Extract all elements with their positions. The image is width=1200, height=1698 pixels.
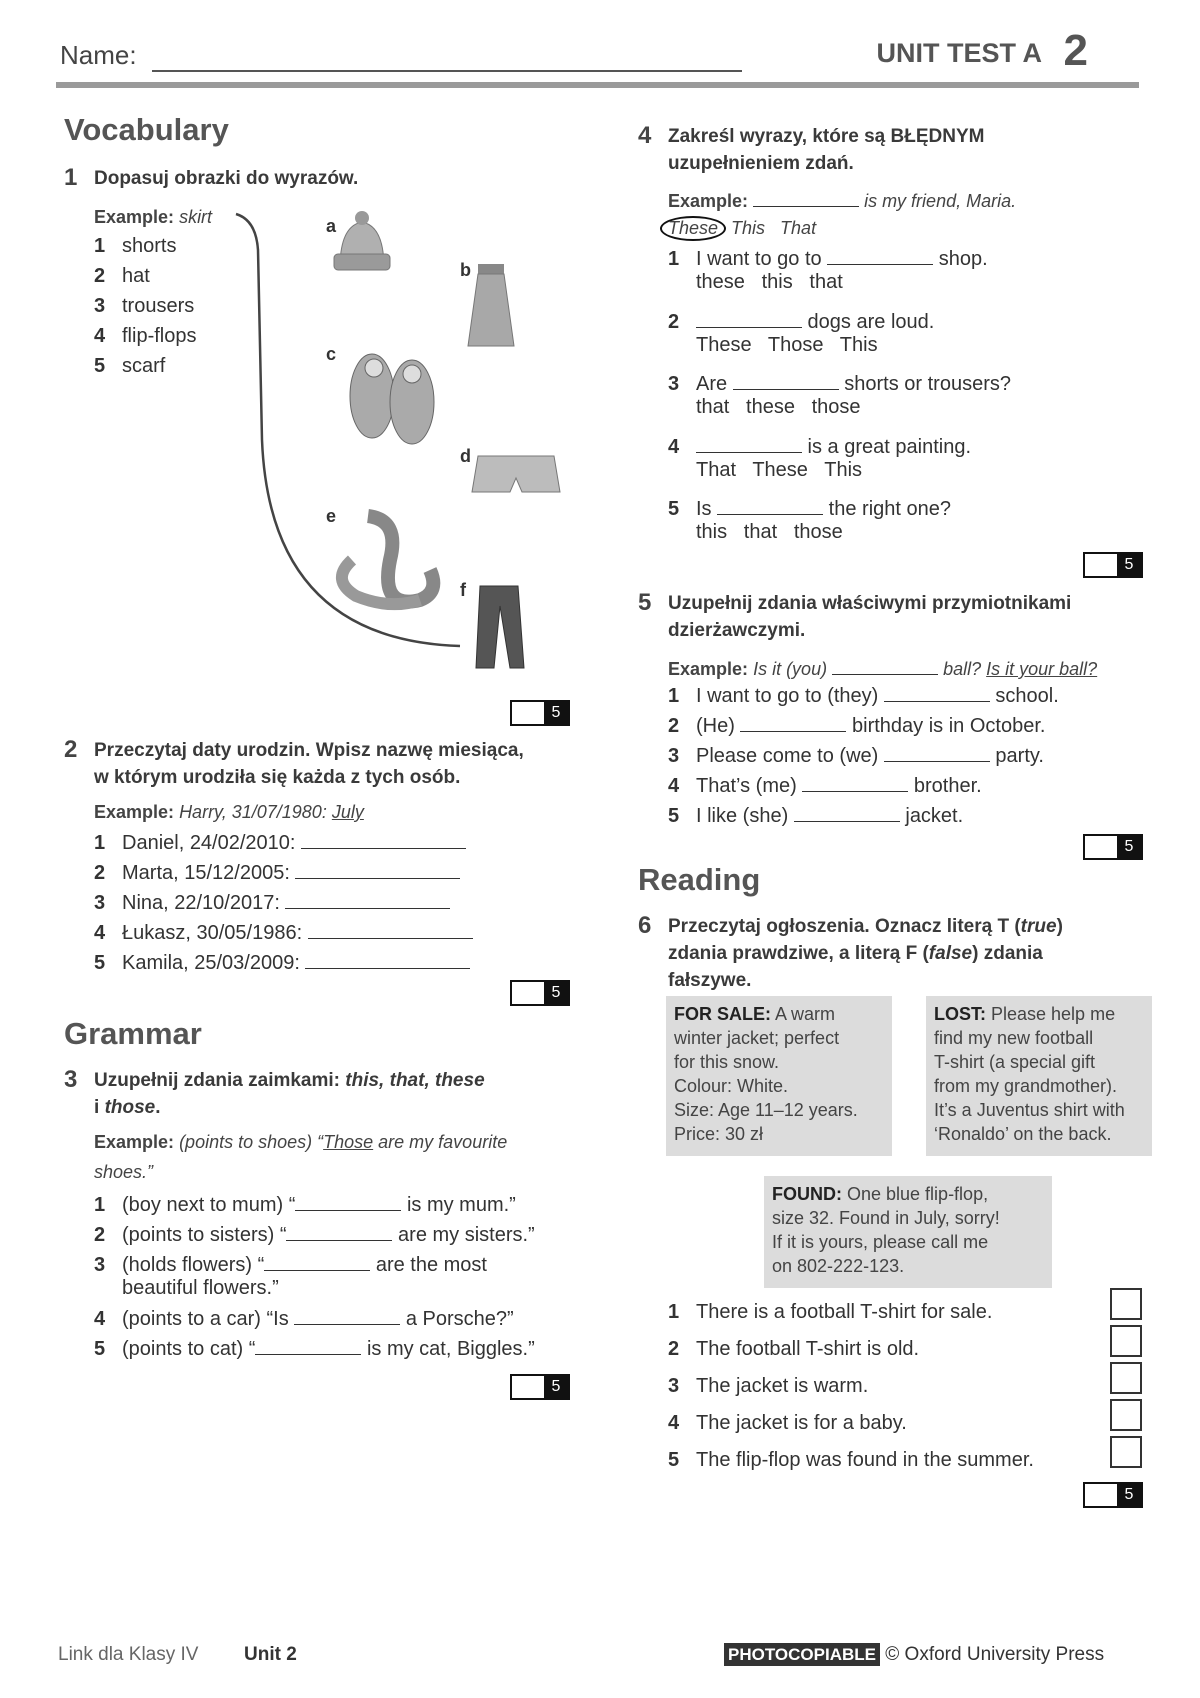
list-item: 4 (points to a car) “Is a Porsche?”: [94, 1308, 514, 1330]
list-item: 5 Kamila, 25/03/2009:: [94, 950, 473, 980]
ex1-score-box[interactable]: 5: [510, 700, 570, 726]
ex6-score-box[interactable]: 5: [1083, 1482, 1143, 1508]
list-item: 1 There is a football T-shirt for sale.: [668, 1301, 993, 1323]
grammar-heading: Grammar: [64, 1016, 202, 1051]
list-item: 2 The football T-shirt is old.: [668, 1338, 920, 1360]
list-item: 1 I want to go to shop.: [668, 248, 988, 270]
trousers-picture: [476, 586, 524, 668]
picture-label-a: a: [326, 216, 337, 236]
scarf-picture: [342, 516, 433, 604]
ex2-number: 2: [64, 736, 78, 763]
reading-heading: Reading: [638, 862, 761, 897]
ex6-number: 6: [638, 912, 652, 939]
option-row[interactable]: these this that: [696, 271, 843, 293]
option-row[interactable]: that these those: [696, 396, 861, 418]
answer-blank[interactable]: [295, 860, 460, 879]
list-item: 1 (boy next to mum) “ is my mum.”: [94, 1194, 516, 1216]
picture-label-c: c: [326, 344, 337, 364]
found-ad: FOUND: One blue flip-flop, size 32. Found in July, sorry! If it is yours, please call me on 802-222-123.: [764, 1176, 1052, 1288]
list-item: 3 Are shorts or trousers?: [668, 373, 1011, 395]
list-item: 3 The jacket is warm.: [668, 1375, 869, 1397]
answer-blank[interactable]: [717, 496, 823, 515]
list-item: 5 (points to cat) “ is my cat, Biggles.”: [94, 1338, 535, 1360]
list-item-cont: beautiful flowers.”: [122, 1277, 279, 1299]
true-false-box[interactable]: [1110, 1399, 1142, 1431]
ex4-example: Example: is my friend, Maria.: [668, 188, 1016, 212]
answer-blank[interactable]: [794, 803, 900, 822]
list-item: 2 (He) birthday is in October.: [668, 715, 1046, 737]
option-row[interactable]: These Those This: [696, 334, 878, 356]
answer-blank[interactable]: [301, 830, 466, 849]
list-item: 5 scarf: [94, 355, 166, 377]
list-item: 2 dogs are loud.: [668, 311, 935, 333]
answer-blank[interactable]: [305, 950, 470, 969]
ex4-score-box[interactable]: 5: [1083, 552, 1143, 578]
ex2-score-box[interactable]: 5: [510, 980, 570, 1006]
footer-copyright: PHOTOCOPIABLE © Oxford University Press: [724, 1644, 1104, 1666]
picture-label-d: d: [460, 446, 471, 466]
list-item: 1 I want to go to (they) school.: [668, 685, 1059, 707]
list-item: 4 is a great painting.: [668, 436, 971, 458]
ex1-number: 1: [64, 164, 78, 191]
answer-blank[interactable]: [255, 1336, 361, 1355]
answer-blank[interactable]: [884, 683, 990, 702]
ex3-example: Example: (points to shoes) “Those are my favourite: [94, 1132, 508, 1152]
shorts-picture: [472, 456, 560, 492]
ex3-list: [94, 1192, 535, 1366]
ex1-instruction: Dopasuj obrazki do wyrazów.: [94, 168, 359, 189]
answer-blank[interactable]: [740, 713, 846, 732]
flip-flops-picture: [350, 354, 434, 444]
list-item: 5 I like (she) jacket.: [668, 805, 964, 827]
hat-picture: [334, 211, 390, 270]
answer-blank[interactable]: [264, 1252, 370, 1271]
ex4-instruction: Zakreśl wyrazy, które są BŁĘDNYM uzupełnieniem zdań.: [668, 126, 985, 174]
ex2-list: [94, 830, 473, 980]
ex6-instruction: Przeczytaj ogłoszenia. Oznacz literą T (true) zdania prawdziwe, a literą F (false) zdania fałszywe.: [668, 916, 1063, 991]
ex5-example: Example: Is it (you) ball? Is it your ball?: [668, 656, 1097, 680]
answer-blank[interactable]: [802, 773, 908, 792]
answer-blank[interactable]: [285, 890, 450, 909]
ex2-example: Example: Harry, 31/07/1980: July: [94, 802, 364, 822]
circled-option: These: [660, 216, 726, 241]
photocopiable-badge: PHOTOCOPIABLE: [724, 1643, 880, 1666]
footer-book: Link dla Klasy IV: [58, 1644, 199, 1665]
true-false-box[interactable]: [1110, 1325, 1142, 1357]
ex5-instruction: Uzupełnij zdania właściwymi przymiotnikami dzierżawczymi.: [668, 593, 1072, 641]
option-row[interactable]: That These This: [696, 459, 863, 481]
answer-blank[interactable]: [733, 371, 839, 390]
answer-blank[interactable]: [696, 309, 802, 328]
ex6-list: [668, 1300, 1034, 1485]
ex1-example: Example: skirt: [94, 207, 213, 227]
answer-blank[interactable]: [696, 434, 802, 453]
true-false-box[interactable]: [1110, 1436, 1142, 1468]
picture-label-b: b: [460, 260, 471, 280]
list-item: 2 (points to sisters) “ are my sisters.”: [94, 1224, 535, 1246]
lost-ad: LOST: Please help me find my new football T-shirt (a special gift from my grandmother). It’s a Juventus shirt with ‘Ronaldo’ on the back.: [926, 996, 1152, 1156]
ex2-instruction: Przeczytaj daty urodzin. Wpisz nazwę miesiąca, w którym urodziła się każda z tych osób.: [94, 740, 524, 788]
answer-blank[interactable]: [286, 1222, 392, 1241]
ex3-instruction: Uzupełnij zdania zaimkami: this, that, these i those.: [94, 1070, 485, 1118]
list-item: 4 flip-flops: [94, 325, 197, 347]
unit-number: 2: [1063, 26, 1088, 75]
list-item: 4 That’s (me) brother.: [668, 775, 982, 797]
answer-blank[interactable]: [295, 1192, 401, 1211]
list-item: 5 The flip-flop was found in the summer.: [668, 1449, 1034, 1471]
true-false-box[interactable]: [1110, 1288, 1142, 1320]
ex4-list: [668, 246, 1011, 551]
answer-blank[interactable]: [294, 1306, 400, 1325]
example-blank: [832, 656, 938, 675]
picture-label-e: e: [326, 506, 337, 526]
list-item: 3 Nina, 22/10/2017:: [94, 890, 473, 920]
list-item: 3 (holds flowers) “ are the most: [94, 1254, 487, 1276]
ex4-number: 4: [638, 122, 652, 149]
ex3-example-cont: shoes.”: [94, 1162, 154, 1182]
list-item: 2 Marta, 15/12/2005:: [94, 860, 473, 890]
ex4-example-options: These This That: [660, 216, 816, 241]
example-blank: [753, 188, 859, 207]
picture-label-f: f: [460, 580, 466, 600]
skirt-picture: [468, 264, 514, 346]
list-item: 2 hat: [94, 265, 150, 287]
ex5-list: [668, 683, 1059, 833]
ex3-number: 3: [64, 1066, 78, 1093]
ex5-number: 5: [638, 589, 652, 616]
true-false-box[interactable]: [1110, 1362, 1142, 1394]
name-label: Name:: [60, 40, 137, 70]
answer-blank[interactable]: [827, 246, 933, 265]
footer-unit: Unit 2: [244, 1644, 297, 1665]
list-item: 3 Please come to (we) party.: [668, 745, 1044, 767]
test-title: UNIT TEST A: [876, 38, 1042, 68]
list-item: 1 shorts: [94, 235, 177, 257]
list-item: 3 trousers: [94, 295, 195, 317]
answer-blank[interactable]: [884, 743, 990, 762]
vocabulary-heading: Vocabulary: [64, 112, 229, 147]
list-item: 4 Łukasz, 30/05/1986:: [94, 920, 473, 950]
list-item: 4 The jacket is for a baby.: [668, 1412, 907, 1434]
ex3-score-box[interactable]: 5: [510, 1374, 570, 1400]
ex5-score-box[interactable]: 5: [1083, 834, 1143, 860]
answer-blank[interactable]: [308, 920, 473, 939]
ex1-pictures: [0, 0, 600, 700]
for-sale-ad: FOR SALE: A warm winter jacket; perfect for this snow. Colour: White. Size: Age 11–12 years. Price: 30 zł: [666, 996, 892, 1156]
option-row[interactable]: this that those: [696, 521, 843, 543]
list-item: 1 Daniel, 24/02/2010:: [94, 830, 473, 860]
list-item: 5 Is the right one?: [668, 498, 951, 520]
